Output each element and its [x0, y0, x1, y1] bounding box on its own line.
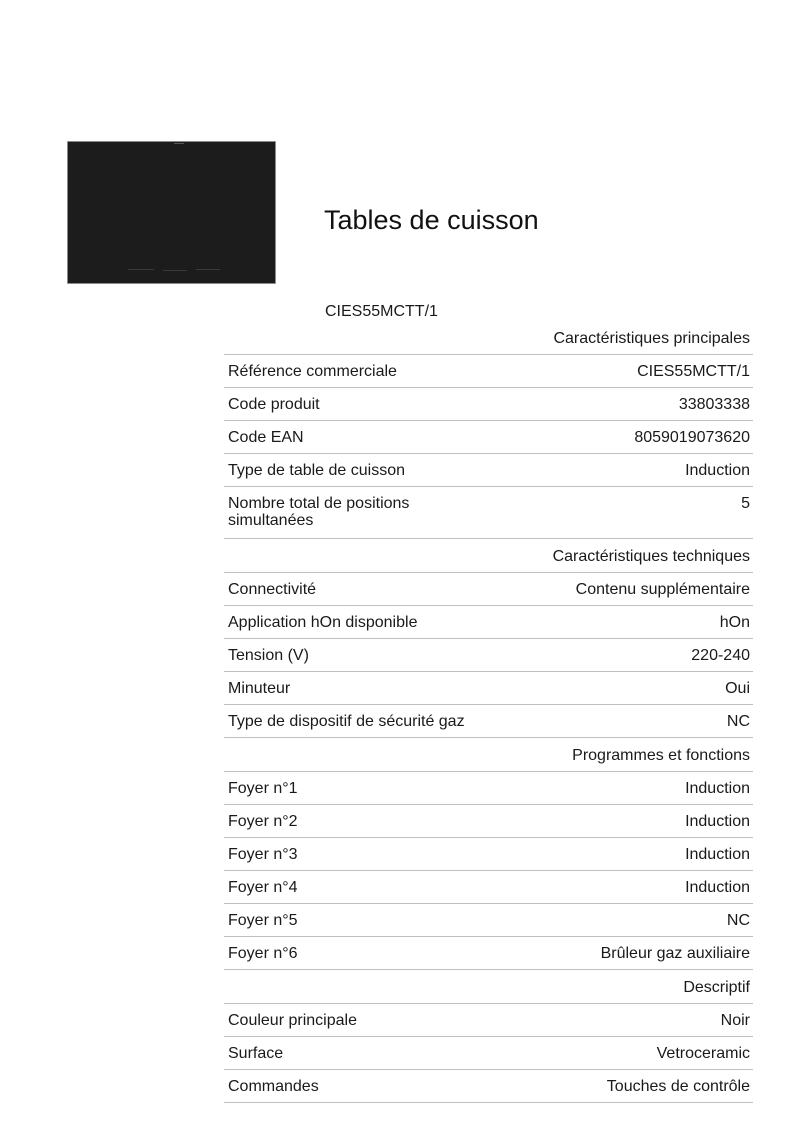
spec-label: Foyer n°2 [224, 805, 481, 838]
spec-label: Couleur principale [224, 1004, 481, 1037]
section-header-row [224, 970, 753, 1004]
section-spacer [224, 539, 481, 573]
spec-row [224, 871, 753, 904]
spec-row [224, 606, 753, 639]
spec-label: Foyer n°1 [224, 772, 481, 805]
spec-row [224, 838, 753, 871]
spec-label: Type de table de cuisson [224, 454, 481, 487]
spec-value: Induction [481, 805, 753, 838]
spec-row [224, 388, 753, 421]
spec-row [224, 1070, 753, 1103]
cooktop-control-mark [196, 269, 220, 270]
spec-label: Foyer n°5 [224, 904, 481, 937]
section-heading: Caractéristiques principales [481, 321, 753, 355]
spec-row [224, 705, 753, 738]
spec-value: 5 [481, 487, 753, 539]
section-header-row [224, 539, 753, 573]
spec-value: Noir [481, 1004, 753, 1037]
spec-label: Connectivité [224, 573, 481, 606]
product-image [67, 141, 276, 284]
spec-value: Induction [481, 838, 753, 871]
spec-row [224, 937, 753, 970]
cooktop-control-mark [163, 270, 187, 271]
section-spacer [224, 970, 481, 1004]
spec-value: Vetroceramic [481, 1037, 753, 1070]
spec-value: NC [481, 904, 753, 937]
spec-value: NC [481, 705, 753, 738]
spec-row [224, 573, 753, 606]
spec-row [224, 904, 753, 937]
spec-value: CIES55MCTT/1 [481, 355, 753, 388]
section-header-row [224, 321, 753, 355]
spec-value: hOn [481, 606, 753, 639]
spec-value: 8059019073620 [481, 421, 753, 454]
spec-label: Code produit [224, 388, 481, 421]
section-header-row [224, 738, 753, 772]
spec-label: Surface [224, 1037, 481, 1070]
spec-value: Oui [481, 672, 753, 705]
spec-value: Touches de contrôle [481, 1070, 753, 1103]
spec-label: Foyer n°4 [224, 871, 481, 904]
spec-label: Type de dispositif de sécurité gaz [224, 705, 481, 738]
spec-value: Brûleur gaz auxiliaire [481, 937, 753, 970]
section-heading: Caractéristiques techniques [481, 539, 753, 573]
spec-row [224, 772, 753, 805]
spec-row [224, 672, 753, 705]
spec-row [224, 355, 753, 388]
spec-row [224, 454, 753, 487]
spec-value: Induction [481, 454, 753, 487]
section-heading: Programmes et fonctions [481, 738, 753, 772]
spec-label: Nombre total de positions simultanées [224, 487, 481, 539]
cooktop-control-mark [128, 269, 154, 270]
spec-row [224, 421, 753, 454]
spec-label: Minuteur [224, 672, 481, 705]
spec-label: Référence commerciale [224, 355, 481, 388]
spec-label: Commandes [224, 1070, 481, 1103]
product-model: CIES55MCTT/1 [325, 303, 438, 320]
spec-value: Contenu supplémentaire [481, 573, 753, 606]
spec-label: Tension (V) [224, 639, 481, 672]
spec-value: Induction [481, 772, 753, 805]
cooktop-top-mark [174, 143, 184, 144]
section-spacer [224, 738, 481, 772]
spec-label: Foyer n°3 [224, 838, 481, 871]
spec-label: Foyer n°6 [224, 937, 481, 970]
spec-value: Induction [481, 871, 753, 904]
spec-value: 33803338 [481, 388, 753, 421]
spec-value: 220-240 [481, 639, 753, 672]
spec-row [224, 805, 753, 838]
spec-table [224, 321, 753, 1103]
page-title: Tables de cuisson [324, 205, 539, 235]
spec-row [224, 1004, 753, 1037]
spec-row [224, 1037, 753, 1070]
spec-label: Code EAN [224, 421, 481, 454]
spec-row [224, 487, 753, 539]
spec-row [224, 639, 753, 672]
section-heading: Descriptif [481, 970, 753, 1004]
spec-label: Application hOn disponible [224, 606, 481, 639]
section-spacer [224, 321, 481, 355]
